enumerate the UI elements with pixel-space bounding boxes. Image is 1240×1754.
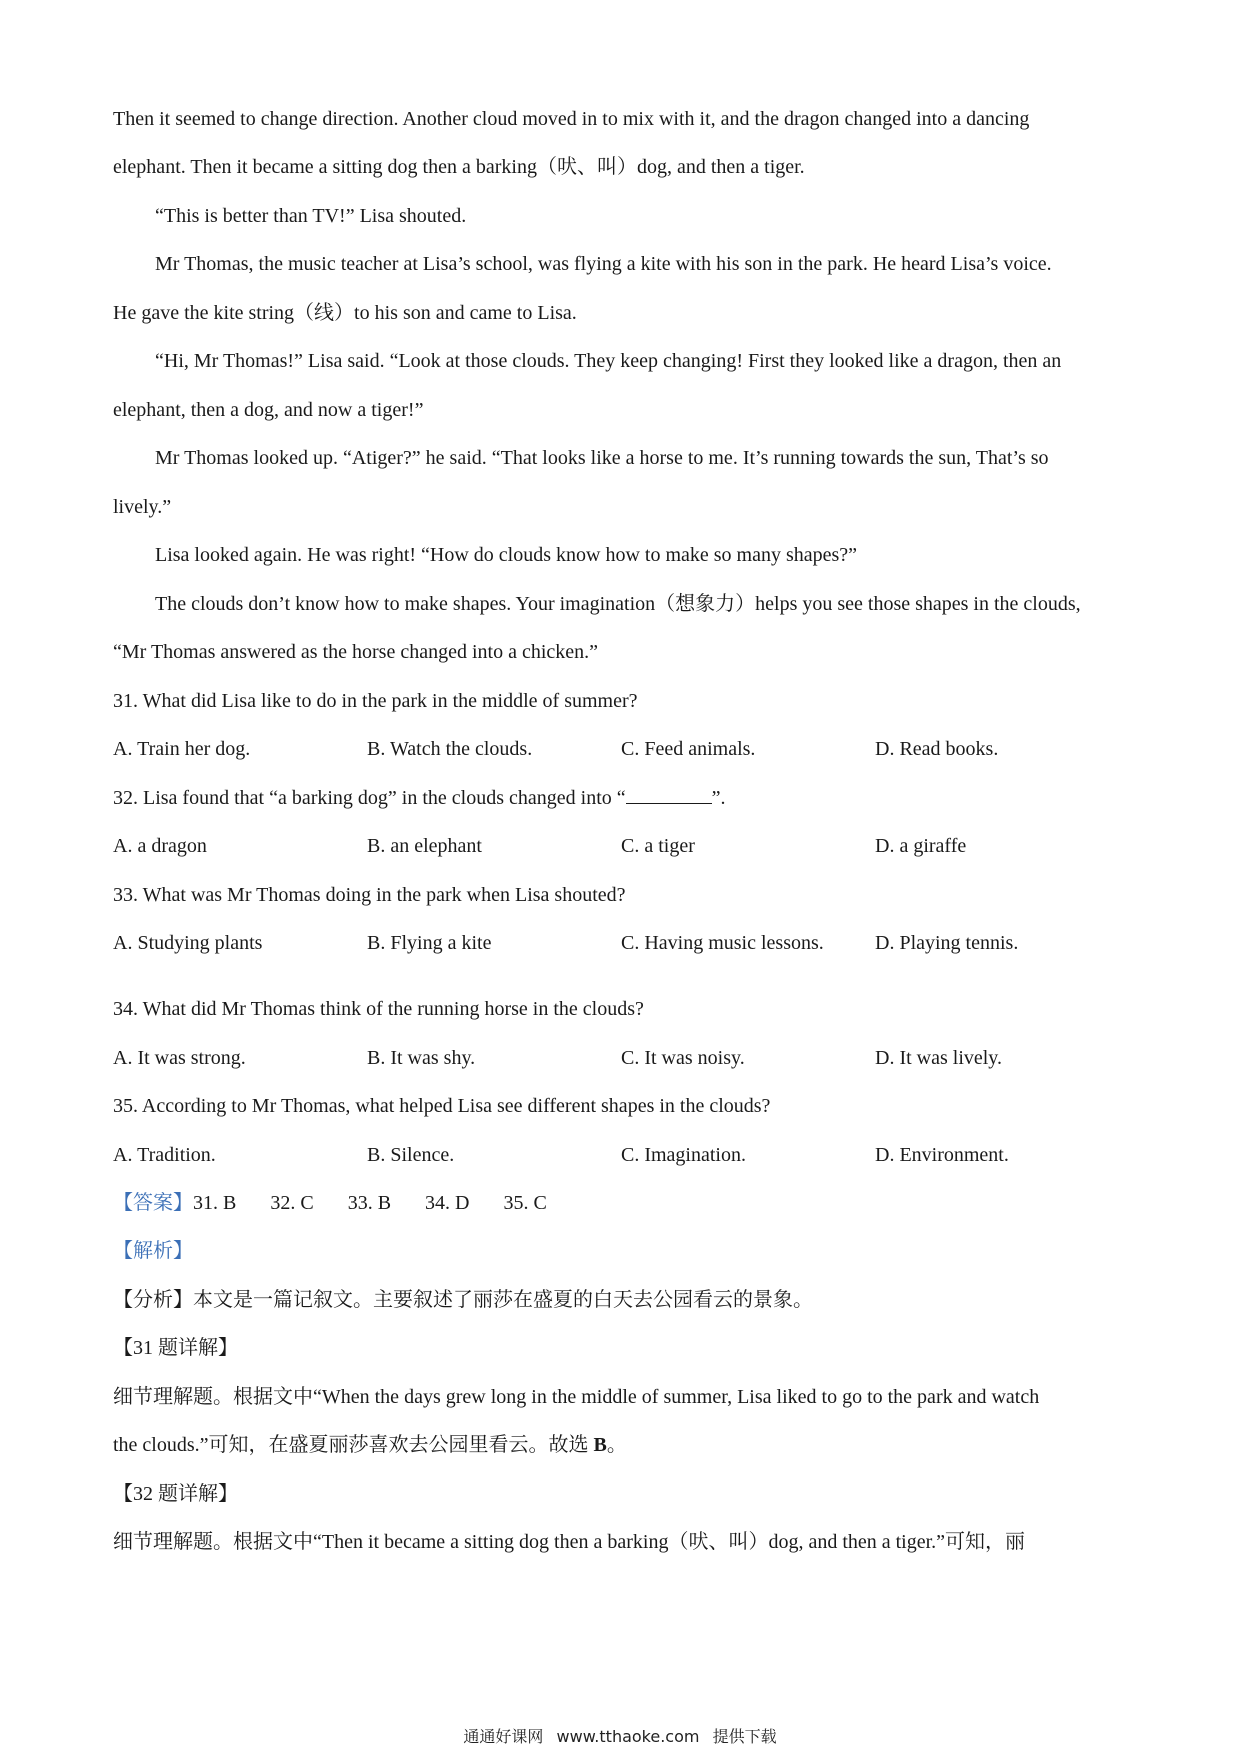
- summary-label: 【分析】: [113, 1289, 193, 1311]
- option-b: B. Watch the clouds.: [367, 738, 533, 760]
- answer-label: 【答案】: [113, 1192, 193, 1214]
- passage-line: He gave the kite string（线）to his son and came to Lisa.: [113, 302, 577, 324]
- option-d: D. Read books.: [875, 738, 999, 760]
- option-a: A. It was strong.: [113, 1047, 246, 1069]
- option-d: D. Environment.: [875, 1144, 1009, 1166]
- passage-line: “Hi, Mr Thomas!” Lisa said. “Look at those clouds. They keep changing! First they looked like a dragon, then an: [155, 350, 1062, 372]
- answer-item: 34. D: [425, 1192, 470, 1214]
- footer-url[interactable]: www.tthaoke.com: [556, 1727, 700, 1746]
- q32-detail-line: 细节理解题。根据文中“Then it became a sitting dog then a barking（吠、叫）dog, and then a tiger.”可知，丽: [113, 1531, 1026, 1553]
- option-row: [113, 1043, 1143, 1073]
- question-stem: 31. What did Lisa like to do in the park in the middle of summer?: [113, 690, 638, 712]
- option-b: B. an elephant: [367, 835, 482, 857]
- option-a: A. Tradition.: [113, 1144, 216, 1166]
- option-a: A. Train her dog.: [113, 738, 251, 760]
- q31-answer-letter: B: [593, 1434, 607, 1456]
- q31-detail-text: the clouds.”可知，在盛夏丽莎喜欢去公园里看云。故选: [113, 1434, 594, 1456]
- q31-detail-line: [113, 1430, 1143, 1460]
- option-row: [113, 831, 1143, 861]
- passage-line: Mr Thomas, the music teacher at Lisa’s school, was flying a kite with his son in the park. He heard Lisa’s voice.: [155, 253, 1052, 275]
- question-stem-before: 32. Lisa found that “a barking dog” in the clouds changed into “: [113, 787, 626, 809]
- option-b: B. It was shy.: [367, 1047, 476, 1069]
- passage-line: elephant. Then it became a sitting dog then a barking（吠、叫）dog, and then a tiger.: [113, 156, 805, 178]
- q31-detail-line: 细节理解题。根据文中“When the days grew long in the middle of summer, Lisa liked to go to the park and watch: [113, 1386, 1040, 1408]
- option-d: D. It was lively.: [875, 1047, 1003, 1069]
- answer-item: 32. C: [270, 1192, 314, 1214]
- answer-item: 31. B: [193, 1192, 237, 1214]
- option-b: B. Flying a kite: [367, 932, 492, 954]
- passage-line: “Mr Thomas answered as the horse changed into a chicken.”: [113, 641, 599, 663]
- option-c: C. Imagination.: [621, 1144, 746, 1166]
- option-c: C. It was noisy.: [621, 1047, 745, 1069]
- option-row: [113, 734, 1143, 764]
- footer-site-name: 通通好课网: [463, 1727, 544, 1746]
- passage-line: Lisa looked again. He was right! “How do clouds know how to make so many shapes?”: [155, 544, 858, 566]
- passage-line: lively.”: [113, 496, 172, 518]
- answer-blank: [626, 783, 712, 804]
- option-row: [113, 1140, 1143, 1170]
- option-c: C. Having music lessons.: [621, 932, 824, 954]
- answer-item: 35. C: [503, 1192, 547, 1214]
- passage-line: elephant, then a dog, and now a tiger!”: [113, 399, 424, 421]
- question-stem-after: ”.: [711, 787, 726, 809]
- analysis-label: 【解析】: [113, 1240, 193, 1262]
- answer-key: [113, 1188, 581, 1218]
- q32-detail-label: 【32 题详解】: [113, 1483, 238, 1505]
- passage-line: Mr Thomas looked up. “Atiger?” he said. “That looks like a horse to me. It’s running towards the sun, That’s so: [155, 447, 1049, 469]
- summary-text: 本文是一篇记叙文。主要叙述了丽莎在盛夏的白天去公园看云的景象。: [193, 1289, 813, 1311]
- question-stem: 34. What did Mr Thomas think of the running horse in the clouds?: [113, 998, 644, 1020]
- passage-line: “This is better than TV!” Lisa shouted.: [155, 205, 467, 227]
- option-c: C. Feed animals.: [621, 738, 756, 760]
- q31-detail-label: 【31 题详解】: [113, 1337, 238, 1359]
- option-row: [113, 928, 1143, 958]
- footer-note: 提供下载: [712, 1727, 777, 1746]
- option-a: A. a dragon: [113, 835, 207, 857]
- passage-line: The clouds don’t know how to make shapes. Your imagination（想象力）helps you see those shapes in the clouds,: [155, 593, 1081, 615]
- q31-detail-end: 。: [606, 1434, 627, 1456]
- option-a: A. Studying plants: [113, 932, 263, 954]
- page-footer: [0, 1726, 1240, 1748]
- option-c: C. a tiger: [621, 835, 695, 857]
- question-stem: [113, 783, 1143, 813]
- question-stem: 33. What was Mr Thomas doing in the park when Lisa shouted?: [113, 884, 626, 906]
- option-d: D. a giraffe: [875, 835, 967, 857]
- question-stem: 35. According to Mr Thomas, what helped Lisa see different shapes in the clouds?: [113, 1095, 771, 1117]
- passage-line: Then it seemed to change direction. Another cloud moved in to mix with it, and the dragon changed into a dancing: [113, 108, 1030, 130]
- option-b: B. Silence.: [367, 1144, 455, 1166]
- summary-line: [113, 1285, 1143, 1315]
- answer-item: 33. B: [347, 1192, 392, 1214]
- option-d: D. Playing tennis.: [875, 932, 1019, 954]
